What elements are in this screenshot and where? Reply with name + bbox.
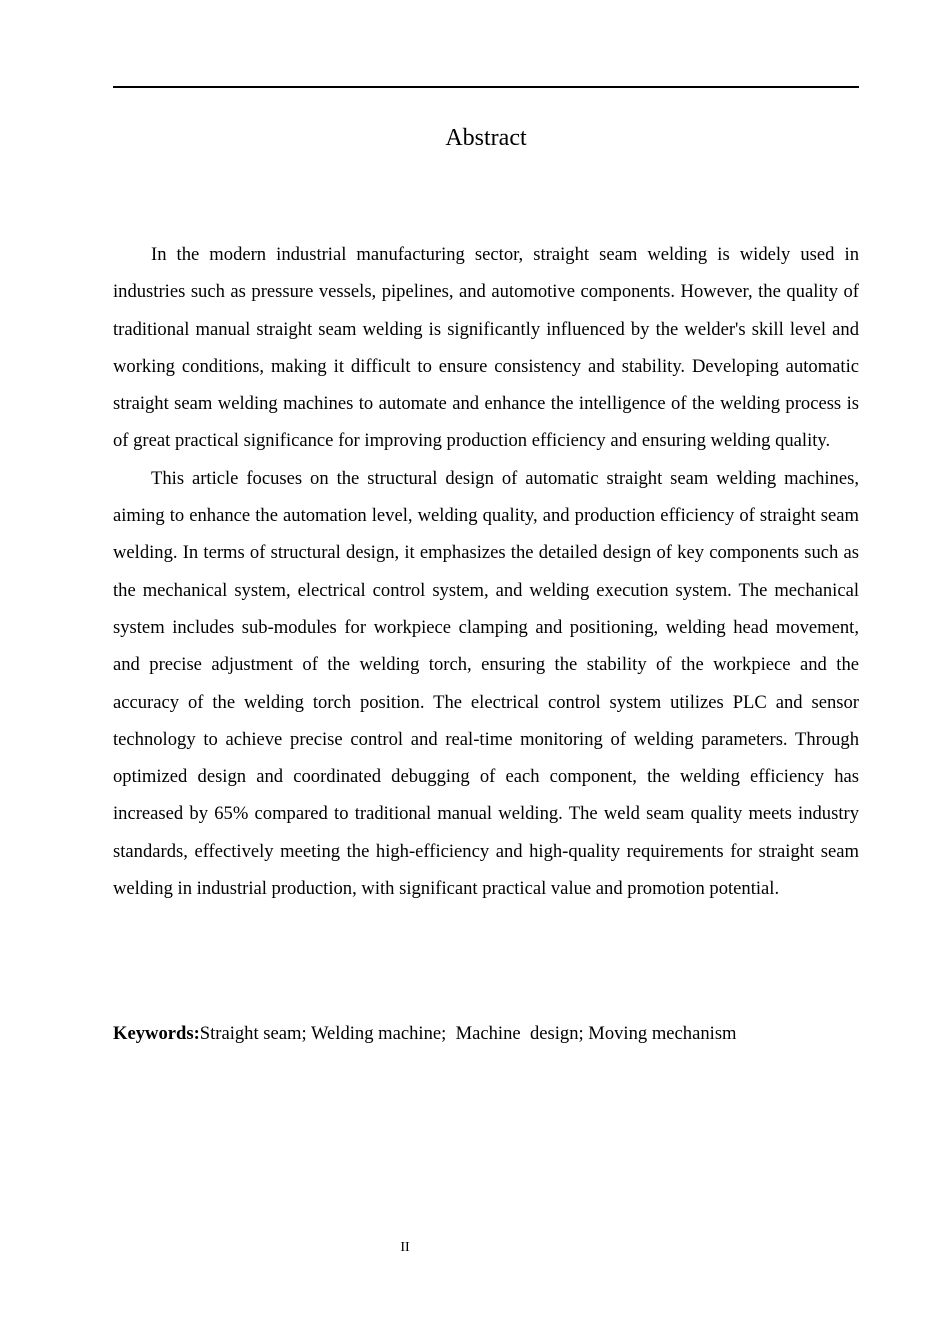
abstract-title: Abstract (445, 125, 527, 151)
header-rule (113, 86, 859, 88)
keywords-line (113, 1018, 859, 1050)
abstract-body (113, 236, 859, 907)
page-number: II (400, 1240, 410, 1255)
keywords-text: Straight seam; Welding machine; Machine design; Moving mechanism (199, 1023, 737, 1044)
abstract-paragraph-1: In the modern industrial manufacturing sector, straight seam welding is widely used in industries such as pressure vessels, pipelines, and automotive components. However, the quality of traditional manual straight seam welding is significantly influenced by the welder's skill level and working conditions, making it difficult to ensure consistency and stability. Developing automatic straight seam welding machines to automate and enhance the intelligence of the welding process is of great practical significance for improving production efficiency and ensuring welding quality. (113, 244, 859, 452)
abstract-paragraph-2: This article focuses on the structural design of automatic straight seam welding machines, aiming to enhance the automation level, welding quality, and production efficiency of straight seam welding. In terms of structural design, it emphasizes the detailed design of key components such as the mechanical system, electrical control system, and welding execution system. The mechanical system includes sub-modules for workpiece clamping and positioning, welding head movement, and precise adjustment of the welding torch, ensuring the stability of the workpiece and the accuracy of the welding torch position. The electrical control system utilizes PLC and sensor technology to achieve precise control and real-time monitoring of welding parameters. Through optimized design and coordinated debugging of each component, the welding efficiency has increased by 65% compared to traditional manual welding. The weld seam quality meets industry standards, effectively meeting the high-efficiency and high-quality requirements for straight seam welding in industrial production, with significant practical value and promotion potential. (113, 467, 859, 900)
keywords-label: Keywords: (113, 1023, 200, 1044)
